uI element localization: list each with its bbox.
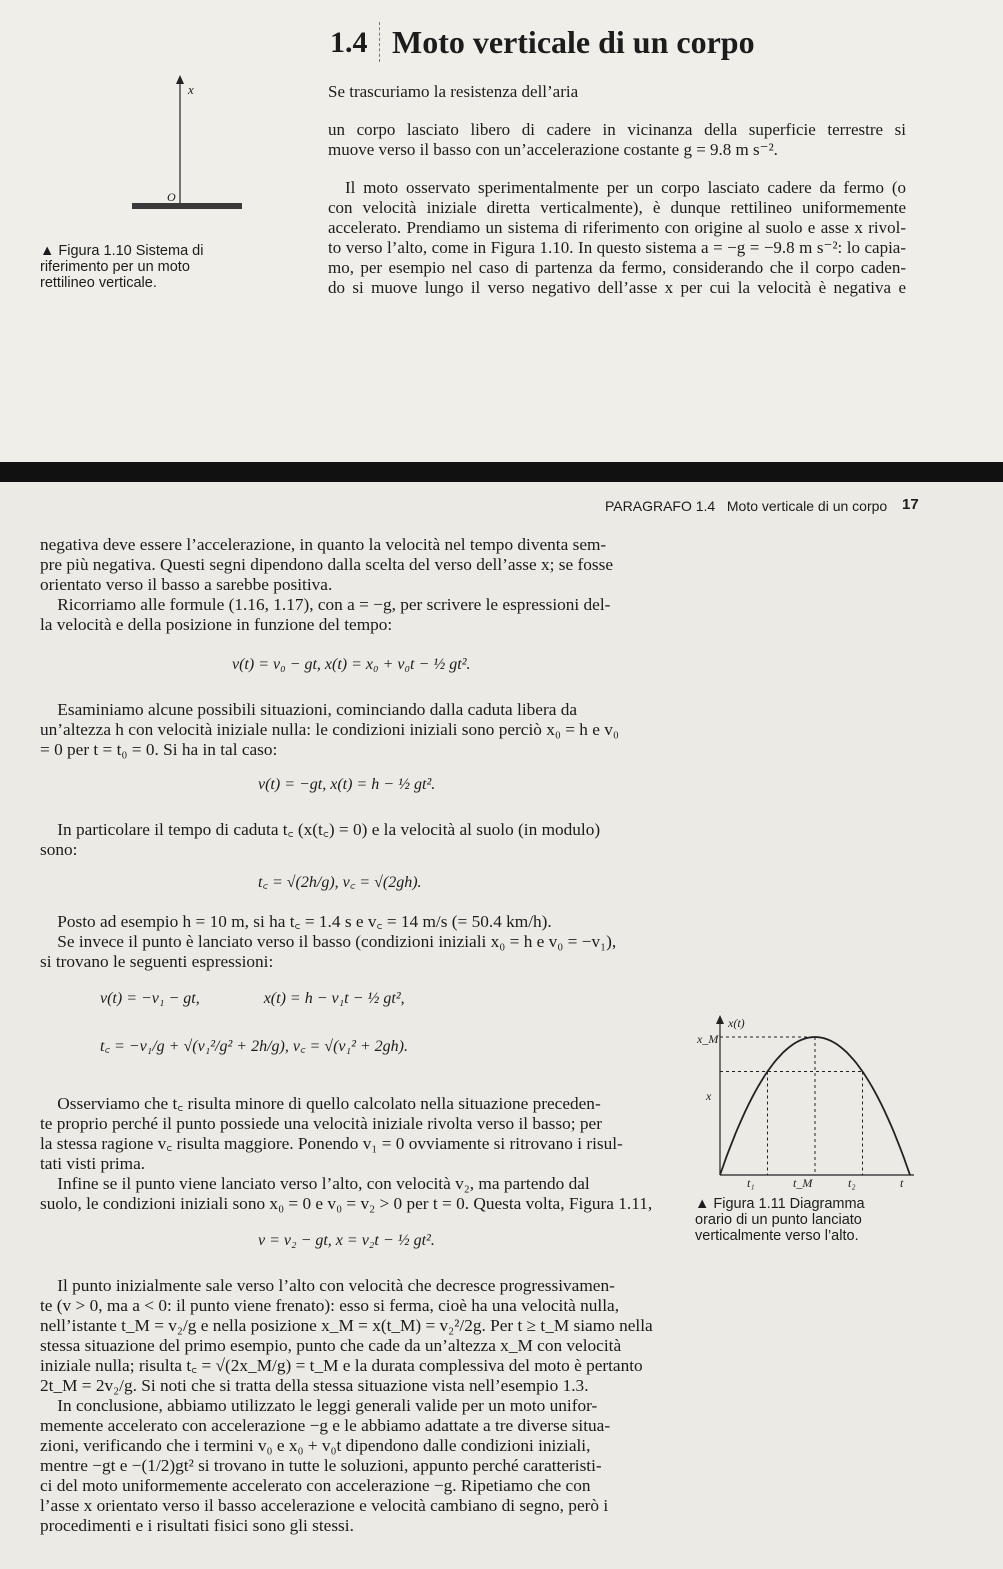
body-line: l’asse x orientato verso il basso accelerazione e velocità cambiano di segno, però i	[40, 1496, 609, 1515]
figure1-axis-label: x	[188, 82, 194, 97]
body-line: zioni, verificando che i termini v₀ e x₀ + v₀t dipendono dalle condizioni iniziali,	[40, 1436, 591, 1455]
body-line: 2t_M = 2v₂/g. Si noti che si tratta della stessa situazione vista nell’esempio 1.3.	[40, 1376, 589, 1395]
axis-arrow-icon	[176, 75, 184, 84]
body-line: la stessa ragione v꜀ risulta maggiore. Ponendo v₁ = 0 ovviamente si ritrovano i risul-	[40, 1134, 623, 1153]
equation-4: v(t) = −v₁ − gt, x(t) = h − v₁t − ½ gt²,	[100, 990, 405, 1007]
intro-line: mo, per esempio nel caso di partenza da fermo, considerando che il corpo caden-	[328, 258, 906, 277]
intro-line: to verso l’alto, come in Figura 1.10. In questo sistema a = −g = −9.8 m s⁻²: lo capia-	[328, 238, 906, 257]
figure-1-10	[120, 75, 250, 210]
intro-line: con velocità iniziale diretta verticalmente), è dunque rettilineo uniformemente	[328, 198, 906, 217]
body-line: Esaminiamo alcune possibili situazioni, cominciando dalla caduta libera da	[40, 700, 578, 719]
section-number: 1.4	[330, 26, 368, 59]
body-line: ci del moto uniformemente accelerato con accelerazione −g. Ripetiamo che con	[40, 1476, 591, 1495]
figure1-origin-label: O	[167, 190, 176, 204]
intro-line: un corpo lasciato libero di cadere in vicinanza della superficie terrestre si	[328, 120, 906, 139]
figure2-caption-2: orario di un punto lanciato	[695, 1212, 862, 1228]
body-line: stessa situazione del primo esempio, punto che cade da un’altezza x_M con velocità	[40, 1336, 622, 1355]
equation-1: v(t) = v₀ − gt, x(t) = x₀ + v₀t − ½ gt².	[232, 656, 471, 673]
equation-3: t꜀ = √(2h/g), v꜀ = √(2gh).	[258, 874, 422, 891]
figure1-caption-2: riferimento per un moto	[40, 259, 190, 275]
body-line: iniziale nulla; risulta t꜀ = √(2x_M/g) = t_M e la durata complessiva del moto è pertanto	[40, 1356, 643, 1375]
figure1-caption-3: rettilineo verticale.	[40, 275, 157, 291]
body-line: Osserviamo che t꜀ risulta minore di quello calcolato nella situazione preceden-	[40, 1094, 601, 1113]
body-line: te (v > 0, ma a < 0: il punto viene frenato): esso si ferma, cioè ha una velocità nulla,	[40, 1296, 620, 1315]
equation-2: v(t) = −gt, x(t) = h − ½ gt².	[258, 776, 436, 793]
heading-divider	[379, 22, 380, 62]
chart-x-label: x	[706, 1089, 712, 1103]
body-line: memente accelerato con accelerazione −g e le abbiamo adattate a tre diverse situa-	[40, 1416, 611, 1435]
body-line: sono:	[40, 840, 78, 859]
page-divider-band	[0, 462, 1003, 482]
y-axis-arrow-icon	[716, 1015, 724, 1024]
intro-line: muove verso il basso con un’accelerazione costante g = 9.8 m s⁻².	[328, 140, 778, 159]
chart-tick-t: t	[900, 1176, 904, 1190]
ground-surface	[132, 203, 242, 209]
chart-xm-label: x_M	[697, 1032, 719, 1046]
body-line: la velocità e della posizione in funzione del tempo:	[40, 615, 393, 634]
intro-paragraph-1: Se trascuriamo la resistenza dell’aria	[328, 82, 579, 101]
body-line: In conclusione, abbiamo utilizzato le leggi generali valide per un moto unifor-	[40, 1396, 598, 1415]
figure1-caption-1: ▲ Figura 1.10 Sistema di	[40, 243, 204, 259]
section-title: Moto verticale di un corpo	[392, 24, 755, 60]
body-line: procedimenti e i risultati fisici sono gli stessi.	[40, 1516, 354, 1535]
chart-tick-tm: t_M	[793, 1176, 813, 1190]
intro-line: do si muove lungo il verso negativo dell’asse x per cui la velocità è negativa e	[328, 278, 906, 297]
chart-tick-t2: t₂	[848, 1176, 856, 1190]
figure2-caption-1: ▲ Figura 1.11 Diagramma	[695, 1196, 865, 1212]
figure-1-11-chart	[690, 1015, 920, 1190]
body-line: si trovano le seguenti espressioni:	[40, 952, 274, 971]
equation-6: v = v₂ − gt, x = v₂t − ½ gt².	[258, 1232, 435, 1249]
body-line: In particolare il tempo di caduta t꜀ (x(t꜀) = 0) e la velocità al suolo (in modulo)	[40, 820, 601, 839]
body-line: pre più negativa. Questi segni dipendono dalla scelta del verso dell’asse x; se fosse	[40, 555, 613, 574]
body-line: suolo, le condizioni iniziali sono x₀ = 0 e v₀ = v₂ > 0 per t = 0. Questa volta, Figura 1.11,	[40, 1194, 653, 1213]
body-line: negativa deve essere l’accelerazione, in quanto la velocità nel tempo diventa sem-	[40, 535, 607, 554]
body-line: orientato verso il basso a sarebbe positiva.	[40, 575, 333, 594]
body-line: Il punto inizialmente sale verso l’alto con velocità che decresce progressivamen-	[40, 1276, 615, 1295]
intro-line: accelerato. Prendiamo un sistema di riferimento con origine al suolo e asse x rivol-	[328, 218, 906, 237]
intro-line: Il moto osservato sperimentalmente per un corpo lasciato cadere da fermo (o	[345, 178, 906, 197]
body-line: tati visti prima.	[40, 1154, 146, 1173]
equation-5: t꜀ = −v₁/g + √(v₁²/g² + 2h/g), v꜀ = √(v₁² + 2gh).	[100, 1038, 408, 1055]
body-line: te proprio perché il punto possiede una velocità iniziale rivolta verso il basso; per	[40, 1114, 602, 1133]
running-head: PARAGRAFO 1.4 Moto verticale di un corpo	[605, 498, 888, 514]
page-number: 17	[902, 496, 919, 513]
figure2-caption-3: verticalmente verso l’alto.	[695, 1228, 859, 1244]
body-line: Infine se il punto viene lanciato verso l’alto, con velocità v₂, ma partendo dal	[40, 1174, 590, 1193]
body-line: un’altezza h con velocità iniziale nulla: le condizioni iniziali sono perciò x₀ = h e v₀	[40, 720, 619, 739]
body-line: Posto ad esempio h = 10 m, si ha t꜀ = 1.4 s e v꜀ = 14 m/s (= 50.4 km/h).	[40, 912, 552, 931]
body-line: nell’istante t_M = v₂/g e nella posizione x_M = x(t_M) = v₂²/2g. Per t ≥ t_M siamo nella	[40, 1316, 653, 1335]
body-line: Se invece il punto è lanciato verso il basso (condizioni iniziali x₀ = h e v₀ = −v₁),	[40, 932, 617, 951]
body-line: = 0 per t = t₀ = 0. Si ha in tal caso:	[40, 740, 278, 759]
chart-tick-t1: t₁	[747, 1176, 755, 1190]
body-line: mentre −gt e −(1/2)gt² si trovano in tutte le soluzioni, appunto perché caratteristi-	[40, 1456, 602, 1475]
chart-y-label: x(t)	[728, 1016, 745, 1030]
body-line: Ricorriamo alle formule (1.16, 1.17), con a = −g, per scrivere le espressioni del-	[40, 595, 611, 614]
